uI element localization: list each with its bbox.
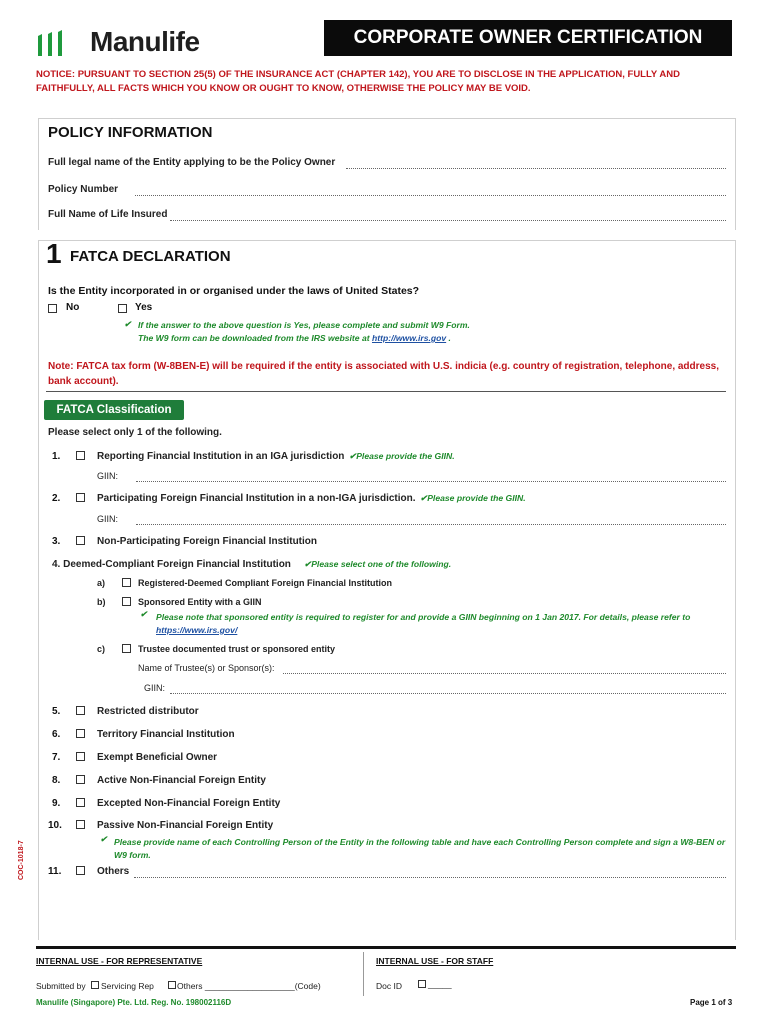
doc-id-field[interactable]: _____ xyxy=(428,979,452,989)
item7-text: Exempt Beneficial Owner xyxy=(97,752,218,763)
item2-text: Participating Foreign Financial Institution in a non-IGA jurisdiction. xyxy=(97,493,416,504)
sub-b-note: Please note that sponsored entity is required to register for and provide a GIIN beginning on 1 Jan 2017. For details, please refer to https://www.irs.gov/ xyxy=(156,612,691,635)
check-icon: ✔ xyxy=(100,834,108,844)
item2-giin-field[interactable] xyxy=(136,524,726,525)
irs-link-2[interactable]: https://www.irs.gov/ xyxy=(156,625,238,635)
doc-id-label: Doc ID xyxy=(376,981,402,991)
fatca-title: FATCA DECLARATION xyxy=(70,248,231,265)
item4-giin-field[interactable] xyxy=(170,693,726,694)
giin-label: GIIN: xyxy=(97,514,119,524)
entity-name-field[interactable] xyxy=(346,168,726,169)
item-number: 5. xyxy=(52,706,61,717)
yes-note-2: The W9 form can be downloaded from the IRS website at http://www.irs.gov . xyxy=(138,333,451,343)
policy-number-label: Policy Number xyxy=(48,184,119,195)
item8-checkbox[interactable] xyxy=(76,775,85,784)
item-number: 2. xyxy=(52,493,61,504)
fatca-classification-badge: FATCA Classification xyxy=(44,400,184,420)
policy-section-title: POLICY INFORMATION xyxy=(48,124,213,141)
item4-note: ✔Please select one of the following. xyxy=(304,559,452,569)
entity-name-label: Full legal name of the Entity applying to be the Policy Owner xyxy=(48,157,336,168)
footer-rule xyxy=(36,946,736,949)
yes-label: Yes xyxy=(135,302,153,313)
item-number: 9. xyxy=(52,798,61,809)
trustee-label: Name of Trustee(s) or Sponsor(s): xyxy=(138,663,275,673)
item7-checkbox[interactable] xyxy=(76,752,85,761)
item11-text: Others xyxy=(97,866,130,877)
item-number: 11. xyxy=(48,866,62,877)
item4-text: 4. Deemed-Compliant Foreign Financial Institution xyxy=(52,559,291,570)
others-code-label: Others ___________________(Code) xyxy=(177,981,321,991)
item5-text: Restricted distributor xyxy=(97,706,199,717)
company-reg: Manulife (Singapore) Pte. Ltd. Reg. No. 198002116D xyxy=(36,998,232,1007)
item8-text: Active Non-Financial Foreign Entity xyxy=(97,775,266,786)
check-icon: ✔ xyxy=(140,609,148,619)
notice-text: NOTICE: PURSUANT TO SECTION 25(5) OF THE INSURANCE ACT (CHAPTER 142), YOU ARE TO DISCLOSE IN THE APPLICATION, FULLY AND FAITHFULLY, ALL FACTS WHICH YOU KNOW OR OUGHT TO KNOW, OTHERWISE THE POLICY MAY BE VOID. xyxy=(36,69,680,94)
fatca-note: Note: FATCA tax form (W-8BEN-E) will be required if the entity is associated with U.S. indicia (e.g. country of registration, telephone, address, bank account). xyxy=(48,361,720,387)
item1-giin-field[interactable] xyxy=(136,481,726,482)
servicing-rep-label: Servicing Rep xyxy=(101,981,154,991)
sub-b-text: Sponsored Entity with a GIIN xyxy=(138,597,262,607)
submitted-by-label: Submitted by xyxy=(36,981,86,991)
servicing-rep-checkbox[interactable] xyxy=(91,981,99,989)
check-icon: ✔ xyxy=(124,319,132,329)
select-instruction: Please select only 1 of the following. xyxy=(48,427,222,438)
sub-c-letter: c) xyxy=(97,644,106,654)
item2-checkbox[interactable] xyxy=(76,493,85,502)
us-entity-question: Is the Entity incorporated in or organised under the laws of United States? xyxy=(48,285,420,297)
life-insured-field[interactable] xyxy=(170,220,726,221)
others-checkbox[interactable] xyxy=(168,981,176,989)
item1-note: ✔Please provide the GIIN. xyxy=(349,451,455,461)
yes-checkbox[interactable] xyxy=(118,304,127,313)
fatca-section xyxy=(38,240,736,940)
footer-divider xyxy=(363,952,364,996)
giin-label: GIIN: xyxy=(97,471,119,481)
irs-link[interactable]: http://www.irs.gov xyxy=(371,333,447,343)
item-number: 1. xyxy=(52,451,61,462)
item3-text: Non-Participating Foreign Financial Institution xyxy=(97,536,317,547)
doc-id-checkbox[interactable] xyxy=(418,980,426,988)
sub-c-checkbox[interactable] xyxy=(122,644,131,653)
item10-checkbox[interactable] xyxy=(76,820,85,829)
manulife-logo-icon xyxy=(36,30,66,56)
sub-a-letter: a) xyxy=(97,578,106,588)
item9-text: Excepted Non-Financial Foreign Entity xyxy=(97,798,281,809)
staff-heading: INTERNAL USE - FOR STAFF xyxy=(376,956,494,966)
item1-text: Reporting Financial Institution in an IGA jurisdiction xyxy=(97,451,345,462)
item10-note: Please provide name of each Controlling Person of the Entity in the following table and have each Controlling Person complete and sign a W8-BEN or W9 form. xyxy=(114,837,726,860)
sub-b-letter: b) xyxy=(97,597,106,607)
section-number: 1 xyxy=(46,238,62,269)
giin-label: GIIN: xyxy=(144,683,166,693)
item-number: 7. xyxy=(52,752,61,763)
item11-checkbox[interactable] xyxy=(76,866,85,875)
item-number: 8. xyxy=(52,775,61,786)
sub-b-checkbox[interactable] xyxy=(122,597,131,606)
item9-checkbox[interactable] xyxy=(76,798,85,807)
item10-text: Passive Non-Financial Foreign Entity xyxy=(97,820,274,831)
sub-a-checkbox[interactable] xyxy=(122,578,131,587)
item2-note: ✔Please provide the GIIN. xyxy=(420,493,526,503)
item6-checkbox[interactable] xyxy=(76,729,85,738)
life-insured-label: Full Name of Life Insured xyxy=(48,209,168,220)
item-number: 10. xyxy=(48,820,62,831)
policy-number-field[interactable] xyxy=(135,195,726,196)
rep-heading: INTERNAL USE - FOR REPRESENTATIVE xyxy=(36,956,203,966)
item-number: 6. xyxy=(52,729,61,740)
item5-checkbox[interactable] xyxy=(76,706,85,715)
yes-note-1: If the answer to the above question is Yes, please complete and submit W9 Form. xyxy=(138,320,470,330)
item6-text: Territory Financial Institution xyxy=(97,729,235,740)
sub-c-text: Trustee documented trust or sponsored entity xyxy=(138,644,336,654)
form-title: CORPORATE OWNER CERTIFICATION xyxy=(324,20,732,56)
trustee-field[interactable] xyxy=(283,673,726,674)
sub-a-text: Registered-Deemed Compliant Foreign Financial Institution xyxy=(138,578,393,588)
others-field[interactable] xyxy=(134,877,726,878)
no-label: No xyxy=(66,302,80,313)
page-number: Page 1 of 3 xyxy=(690,998,733,1007)
divider xyxy=(46,391,726,392)
item-number: 3. xyxy=(52,536,61,547)
item3-checkbox[interactable] xyxy=(76,536,85,545)
no-checkbox[interactable] xyxy=(48,304,57,313)
form-code: COC-1018-7 xyxy=(18,840,25,880)
logo-text: Manulife xyxy=(90,26,200,57)
item1-checkbox[interactable] xyxy=(76,451,85,460)
